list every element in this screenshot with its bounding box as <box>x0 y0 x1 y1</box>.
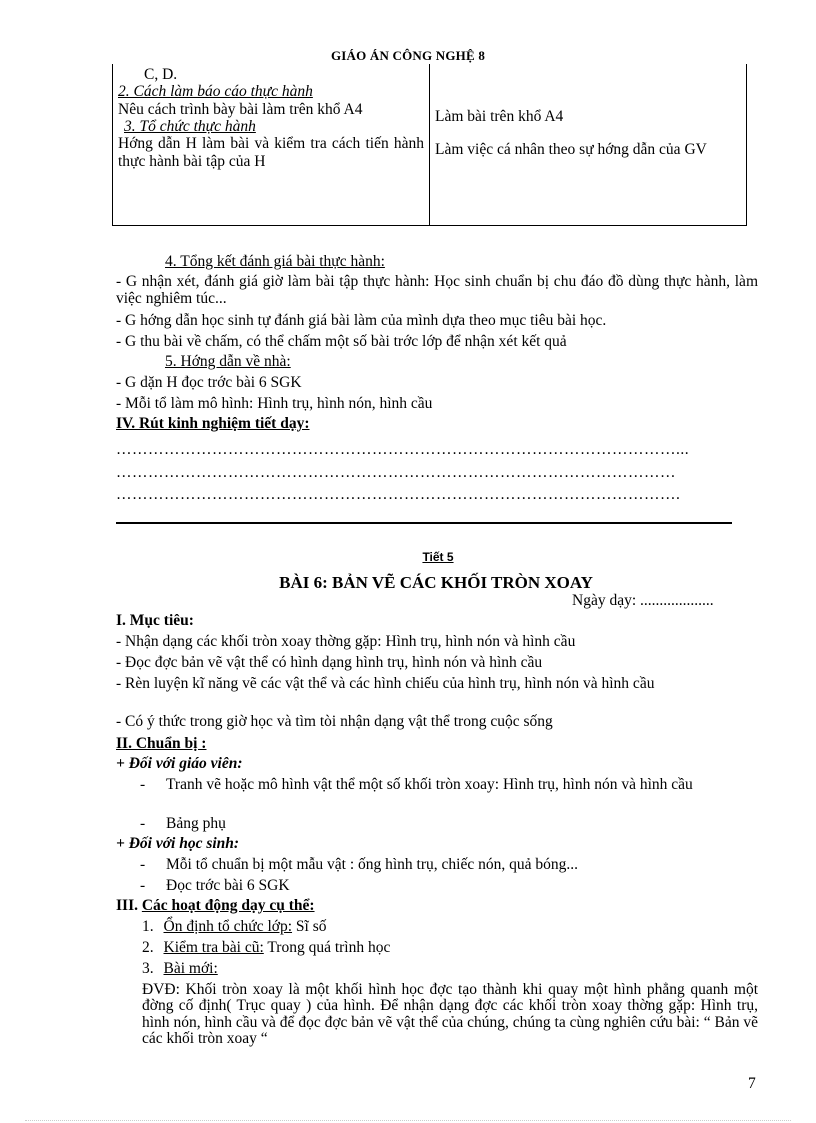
activity-item-3 <box>142 960 218 977</box>
activity-item-2 <box>142 939 390 956</box>
objectives-item-3: - Rèn luyện kĩ năng vẽ các vật thể và các hình chiếu của hình trụ, hình nón và hình cầu <box>116 675 655 692</box>
lesson-date: Ngày dạy: ................... <box>572 592 714 609</box>
objectives-item-2: - Đọc đợc bản vẽ vật thể có hình dạng hình trụ, hình nón và hình cầu <box>116 654 543 671</box>
preparation-title: II. Chuẩn bị : <box>116 735 207 752</box>
page-number: 7 <box>748 1075 756 1092</box>
document-header: GIÁO ÁN CÔNG NGHỆ 8 <box>330 48 486 63</box>
activity-item-number: 1. <box>142 918 154 935</box>
table-left-line5: Hớng dẫn H làm bài và kiểm tra cách tiến hành thực hành bài tập của H <box>118 135 424 170</box>
activity-item-text: Trong quá trình học <box>263 939 391 956</box>
activity-table <box>112 64 747 226</box>
section4-paragraph-1: - G nhận xét, đánh giá giờ làm bài tập thực hành: Học sinh chuẩn bị chu đáo đồ dùng thực hành, làm việc nghiêm túc... <box>116 273 758 308</box>
activity-item-1 <box>142 918 327 935</box>
activity-item-number: 3. <box>142 960 154 977</box>
activity-item-label: Kiểm tra bài cũ: <box>163 939 264 956</box>
objectives-title-text: I. Mục tiêu: <box>116 612 194 629</box>
table-right-cell <box>430 64 747 226</box>
activities-title: III. Các hoạt động dạy cụ thể: <box>116 897 315 914</box>
table-right-line1: Làm bài trên khổ A4 <box>435 108 564 125</box>
teacher-prep-title: + Đối với giáo viên: <box>116 755 243 772</box>
dotted-line-3: ……………………………………………………………………………………………. <box>116 486 681 503</box>
activity-item-number: 2. <box>142 939 154 956</box>
teacher-prep-item-text: Bảng phụ <box>166 815 226 832</box>
activity-item-text: Sĩ số <box>292 918 327 935</box>
table-left-subheading-report: 2. Cách làm báo cáo thực hành <box>118 83 313 101</box>
teacher-prep-item: - Bảng phụ <box>140 815 760 832</box>
table-right-line2: Làm việc cá nhân theo sự hớng dẫn của GV <box>435 141 707 159</box>
activity-item-label: Bài mới: <box>163 960 218 977</box>
lesson-intro-paragraph: ĐVĐ: Khối tròn xoay là một khối hình học đợc tạo thành khi quay một hình phẳng quanh một đờng cố định( Trục quay ) của hình. Để nhận dạng đợc các khối tròn xoay thờng gặp: Hình trụ, hình nón, hình cầu và để đọc đợc bản vẽ vật thể của chúng, chúng ta cùng nghiên cứu bài: “ Bản vẽ các khối tròn xoay “ <box>142 981 758 1047</box>
table-left-line1: C, D. <box>144 66 178 83</box>
table-left-line3: Nêu cách trình bày bài làm trên khổ A4 <box>118 100 363 118</box>
section-iv-title: IV. Rút kinh nghiệm tiết dạy: <box>116 415 310 432</box>
dotted-line-1: ……………………………………………………………………………………………... <box>116 441 690 458</box>
section4-paragraph-3: - G thu bài về chấm, có thể chấm một số bài trớc lớp để nhận xét kết quả <box>116 333 567 350</box>
teacher-prep-item-text: Tranh vẽ hoặc mô hình vật thể một số khối tròn xoay: Hình trụ, hình nón và hình cầu <box>166 776 693 793</box>
lesson-period: Tiết 5 <box>422 550 454 564</box>
section5-paragraph-2: - Mỗi tổ làm mô hình: Hình trụ, hình nón, hình cầu <box>116 395 433 412</box>
objectives-item-4: - Có ý thức trong giờ học và tìm tòi nhận dạng vật thể trong cuộc sống <box>116 713 553 730</box>
lesson-title: BÀI 6: BẢN VẼ CÁC KHỐI TRÒN XOAY <box>279 573 593 592</box>
student-prep-item-text: Đọc trớc bài 6 SGK <box>166 877 290 894</box>
dotted-line-2: …………………………………………………………………………………………… <box>116 464 676 481</box>
student-prep-item-text: Mỗi tổ chuẩn bị một mẫu vật : ống hình trụ, chiếc nón, quả bóng... <box>166 856 578 873</box>
objectives-title <box>116 612 194 629</box>
section4-title: 4. Tổng kết đánh giá bài thực hành: <box>165 253 385 270</box>
activity-item-label: Ổn định tổ chức lớp: <box>163 918 293 935</box>
section5-paragraph-1: - G dặn H đọc trớc bài 6 SGK <box>116 374 302 391</box>
section4-paragraph-2: - G hớng dẫn học sinh tự đánh giá bài làm của mình dựa theo mục tiêu bài học. <box>116 312 607 329</box>
separator-rule <box>116 522 732 524</box>
teacher-prep-item: - Tranh vẽ hoặc mô hình vật thể một số khối tròn xoay: Hình trụ, hình nón và hình cầu <box>140 776 760 793</box>
table-left-subheading-organize: 3. Tổ chức thực hành <box>124 118 256 136</box>
table-left-cell <box>113 64 430 226</box>
student-prep-item: - Đọc trớc bài 6 SGK <box>140 877 760 894</box>
objectives-item-1: - Nhận dạng các khối tròn xoay thờng gặp: Hình trụ, hình nón và hình cầu <box>116 633 576 650</box>
page-bottom-border <box>25 1120 791 1121</box>
activities-title-text: Các hoạt động dạy cụ thể: <box>141 897 315 914</box>
student-prep-title: + Đối với học sinh: <box>116 835 240 852</box>
student-prep-item: - Mỗi tổ chuẩn bị một mẫu vật : ống hình trụ, chiếc nón, quả bóng... <box>140 856 760 873</box>
section5-title: 5. Hớng dẫn về nhà: <box>165 353 291 370</box>
